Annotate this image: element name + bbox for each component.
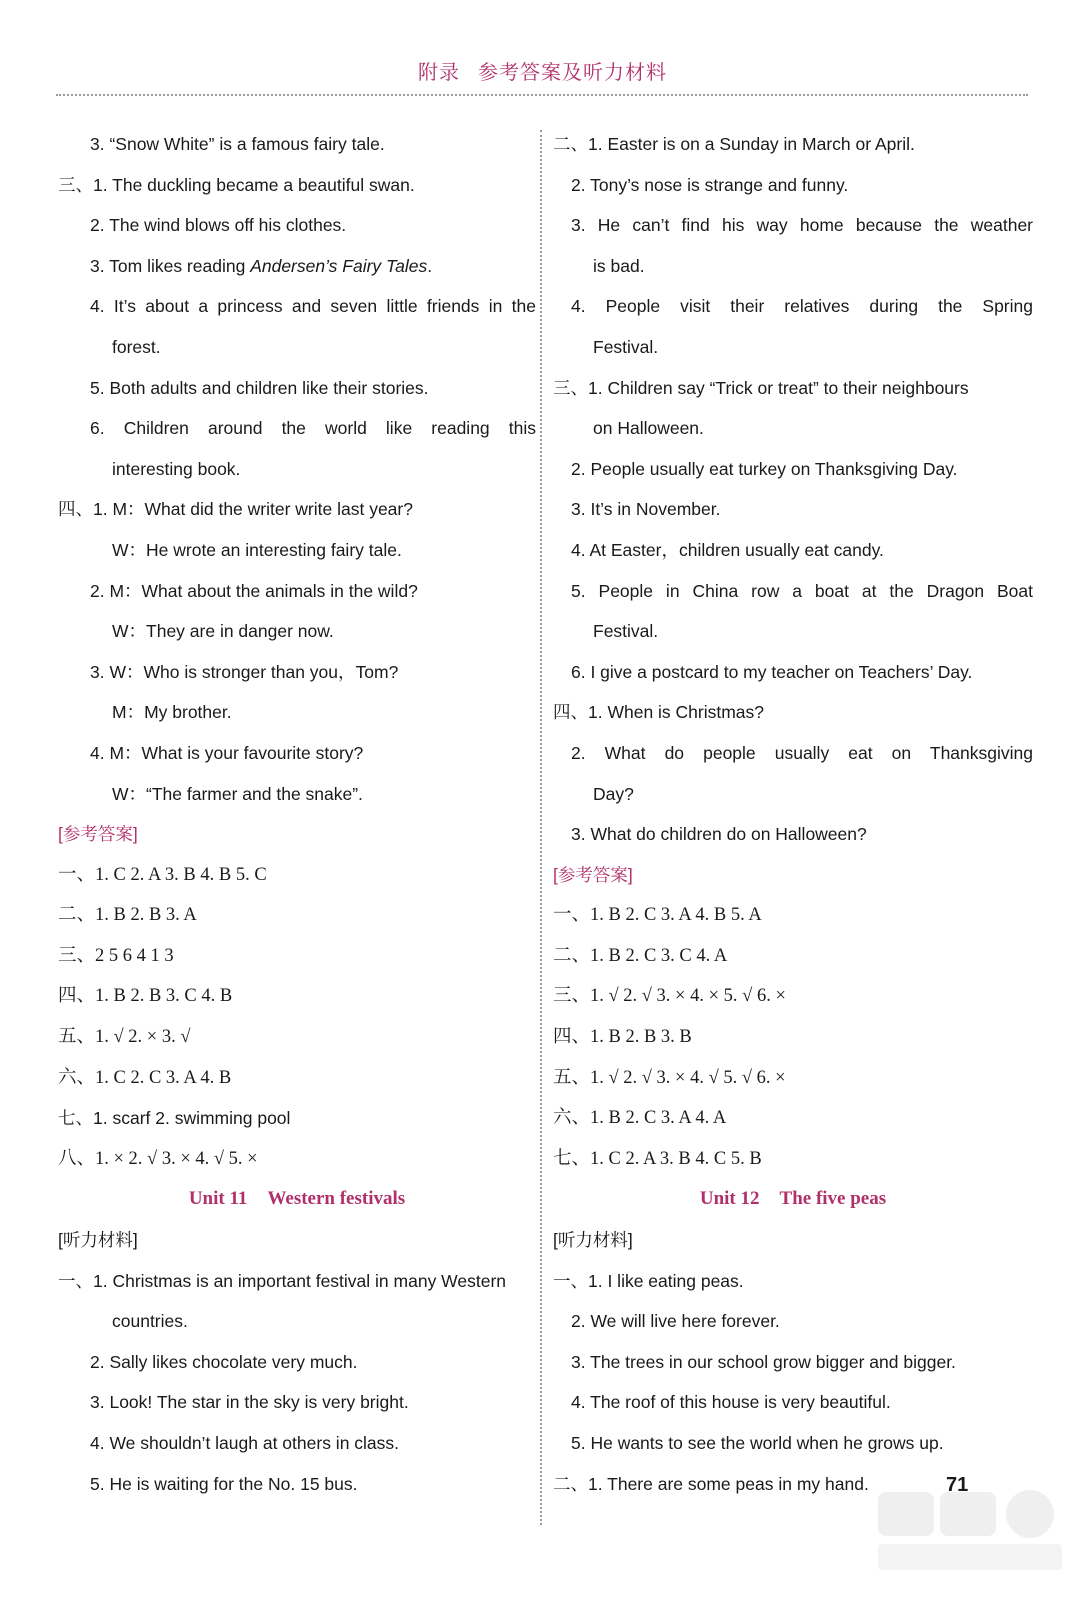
answer-row: 六、1. C 2. C 3. A 4. B [58, 1067, 232, 1088]
answer-row: 四、1. B 2. B 3. B [553, 1027, 692, 1048]
list-item: 4. It’s about a princess and seven little friends in the [90, 296, 536, 317]
answer-row: 七、1. scarf 2. swimming pool [58, 1108, 291, 1129]
list-item: 3. Tom likes reading Andersen’s Fairy Tales. [90, 255, 433, 276]
unit-title: Unit 11 Western festivals [188, 1188, 406, 1210]
section-marker: 一、 [58, 1270, 93, 1291]
list-item: 5. Both adults and children like their stories. [90, 377, 429, 398]
list-item: 2. People usually eat turkey on Thanksgiving Day. [571, 458, 958, 479]
list-item-continued: Festival. [593, 336, 659, 357]
answer-row: 七、1. C 2. A 3. B 4. C 5. B [553, 1148, 762, 1169]
list-item: 3. The trees in our school grow bigger and bigger. [571, 1351, 956, 1372]
right-column [553, 124, 1033, 1504]
list-item: 二、1. There are some peas in my hand. [553, 1464, 1033, 1505]
section-marker: 三、 [58, 174, 93, 195]
list-item: 一、1. Christmas is an important festival in many Western [58, 1261, 536, 1302]
answer-row: 二、1. B 2. B 3. A [58, 905, 197, 926]
list-item: 二、1. Easter is on a Sunday in March or April. [553, 124, 1033, 165]
list-item: 3. He can’t find his way home because the weather [571, 215, 1033, 236]
answer-key-label: [参考答案] [58, 824, 138, 845]
list-item-continued: on Halloween. [593, 418, 704, 439]
list-item: 2. What do people usually eat on Thanksgiving [571, 742, 1033, 763]
section-marker: 四、 [58, 499, 93, 520]
unit-title: Unit 12 The five peas [699, 1188, 887, 1210]
list-item: 4. We shouldn’t laugh at others in class. [90, 1433, 400, 1453]
list-item: 4. At Easter，children usually eat candy. [571, 539, 884, 560]
section-marker: 二、 [553, 134, 588, 154]
list-item: 5. People in China row a boat at the Dragon Boat [571, 580, 1033, 601]
answer-row: 六、1. B 2. C 3. A 4. A [553, 1108, 727, 1129]
list-item: 4. People visit their relatives during the Spring [571, 296, 1033, 317]
list-item: W：They are in danger now. [112, 621, 334, 642]
header-appendix: 附录 [418, 62, 460, 84]
answer-row: 四、1. B 2. B 3. C 4. B [58, 986, 233, 1007]
book-title: Andersen’s Fairy Tales [250, 255, 428, 276]
section-marker: 三、 [553, 377, 588, 398]
page-number: 71 [946, 1474, 969, 1496]
left-column [58, 124, 536, 1504]
answer-row: 二、1. B 2. C 3. C 4. A [553, 945, 728, 966]
header-divider [56, 94, 1028, 96]
list-item: W：“The farmer and the snake”. [112, 783, 363, 804]
list-item: 6. I give a postcard to my teacher on Teachers’ Day. [571, 661, 973, 682]
answer-row: 一、1. B 2. C 3. A 4. B 5. A [553, 905, 762, 926]
list-item: 5. He is waiting for the No. 15 bus. [90, 1473, 358, 1494]
answer-row: 一、1. C 2. A 3. B 4. B 5. C [58, 864, 267, 885]
list-item: 3. Look! The star in the sky is very bright. [90, 1392, 409, 1413]
list-item: 三、1. The duckling became a beautiful swan. [58, 165, 536, 206]
section-marker: 一、 [553, 1270, 588, 1291]
list-item: 3. W：Who is stronger than you，Tom? [90, 661, 399, 682]
list-item: 2. The wind blows off his clothes. [90, 215, 347, 236]
list-item: 三、1. Children say “Trick or treat” to their neighbours [553, 368, 1033, 409]
list-item: 四、1. When is Christmas? [553, 692, 1033, 733]
list-item-continued: Day? [593, 783, 634, 804]
list-item: 6. Children around the world like reading this [90, 418, 536, 439]
list-item: 3. It’s in November. [571, 499, 721, 520]
header-title: 参考答案及听力材料 [478, 62, 667, 84]
watermark-logo [870, 1478, 1070, 1578]
list-item-continued: Festival. [593, 621, 659, 642]
answer-row: 五、1. √ 2. √ 3. × 4. √ 5. √ 6. × [553, 1067, 786, 1088]
answer-row: 三、2 5 6 4 1 3 [58, 945, 174, 966]
list-item: 4. The roof of this house is very beautiful. [571, 1392, 891, 1413]
answer-row: 三、1. √ 2. √ 3. × 4. × 5. √ 6. × [553, 986, 786, 1007]
listening-label: [听力材料] [58, 1230, 138, 1251]
list-item: 2. Tony’s nose is strange and funny. [571, 174, 849, 195]
section-marker: 二、 [553, 1473, 588, 1494]
list-item: W：He wrote an interesting fairy tale. [112, 539, 402, 560]
list-item: 3. What do children do on Halloween? [571, 824, 867, 845]
list-item: 四、1. M：What did the writer write last year? [58, 489, 536, 530]
list-item: 2. M：What about the animals in the wild? [90, 580, 418, 601]
listening-label: [听力材料] [553, 1230, 633, 1251]
list-item-continued: interesting book. [112, 458, 241, 479]
answer-key-label: [参考答案] [553, 864, 633, 885]
page-header [0, 56, 1085, 85]
list-item-continued: is bad. [593, 255, 645, 276]
list-item: 5. He wants to see the world when he grows up. [571, 1433, 944, 1453]
list-item-continued: countries. [112, 1311, 188, 1332]
list-item: 2. We will live here forever. [571, 1311, 780, 1332]
list-item: 2. Sally likes chocolate very much. [90, 1351, 358, 1372]
answer-row: 五、1. √ 2. × 3. √ [58, 1027, 191, 1048]
list-item: M：My brother. [112, 702, 232, 723]
list-item: 一、1. I like eating peas. [553, 1261, 1033, 1302]
list-item: 3. “Snow White” is a famous fairy tale. [90, 134, 385, 154]
answer-row: 八、1. × 2. √ 3. × 4. √ 5. × [58, 1148, 258, 1169]
list-item-continued: forest. [112, 336, 161, 357]
list-item: 4. M：What is your favourite story? [90, 742, 364, 763]
column-divider [540, 130, 542, 1525]
section-marker: 四、 [553, 702, 588, 723]
